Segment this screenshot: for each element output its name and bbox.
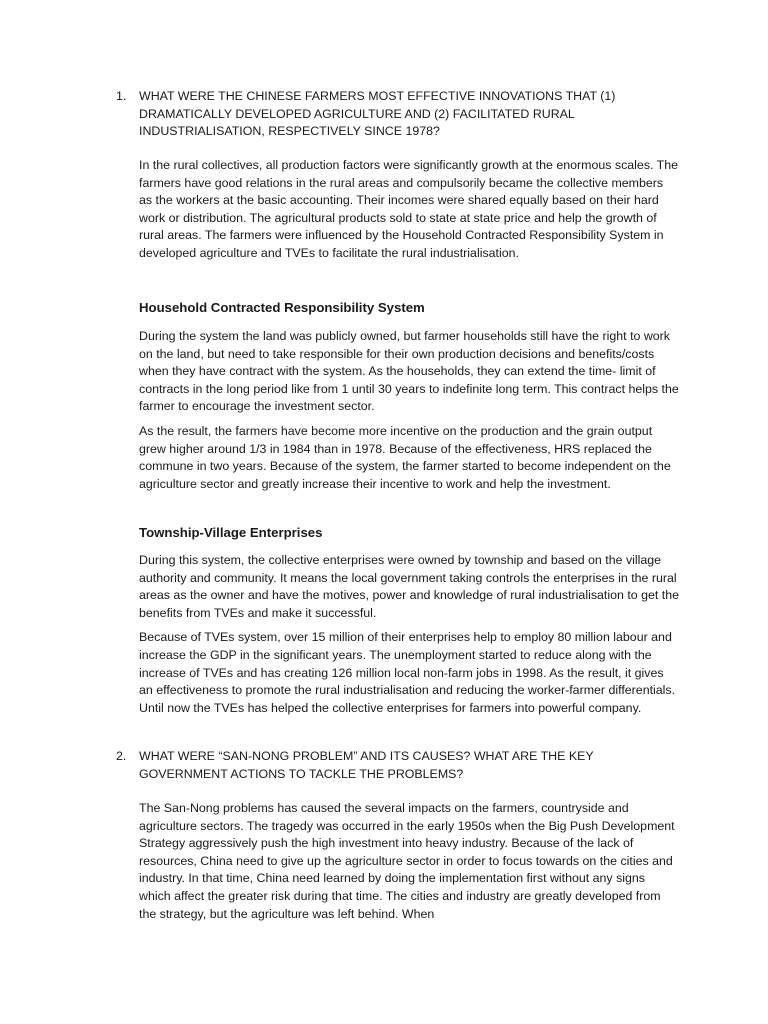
section-body (139, 552, 679, 724)
paragraph: In the rural collectives, all production factors were significantly growth at the enormous scales. The farmers have good relations in the rural areas and compulsorily became the collective members as the workers at the basic accounting. Their incomes were shared equally based on their hard work or distribution. The agricultural products sold to state at state price and help the growth of rural areas. The farmers were influenced by the Household Contracted Responsibility System in developed agriculture and TVEs to facilitate the rural industrialisation. (139, 158, 679, 260)
section-heading: Township-Village Enterprises (139, 525, 323, 540)
section-body (139, 328, 679, 500)
paragraph: As the result, the farmers have become more incentive on the production and the grain output grew higher around 1/3 in 1984 than in 1978. Because of the effectiveness, HRS replaced the commune in two years. Because of the system, the farmer started to become independent on the agriculture sector and greatly increase their incentive to work and help the investment. (139, 423, 671, 491)
question-2 (116, 748, 676, 784)
question-text: WHAT WERE “SAN-NONG PROBLEM” AND ITS CAUSES? WHAT ARE THE KEY GOVERNMENT ACTIONS TO TACKLE THE PROBLEMS? (139, 749, 594, 781)
question-1 (116, 88, 676, 142)
section-heading: Household Contracted Responsibility System (139, 300, 425, 315)
q2-paragraph (139, 800, 679, 930)
paragraph: During this system, the collective enterprises were owned by township and based on the village authority and community. It means the local government taking controls the enterprises in the rural areas as the owner and have the motives, power and knowledge of rural industrialisation to get the benefits from TVEs and make it successful. (139, 553, 680, 620)
paragraph: The San-Nong problems has caused the several impacts on the farmers, countryside and agriculture sectors. The tragedy was occurred in the early 1950s when the Big Push Development Strategy aggressively push the high investment into heavy industry. Because of the lack of resources, China need to give up the agriculture sector in order to focus towards on the cities and industry. In that time, China need learned by doing the implementation first without any signs which affect the greater risk during that time. The cities and industry are greatly developed from the strategy, but the agriculture was left behind. When (139, 801, 675, 921)
question-number: 1. (116, 89, 127, 103)
paragraph: During the system the land was publicly owned, but farmer households still have the right to work on the land, but need to take responsible for their own production decisions and benefits/costs when they have contract with the system. As the households, they can extend the time- limit of contracts in the long period like from 1 until 30 years to indefinite long term. This contract helps the farmer to encourage the investment sector. (139, 329, 679, 414)
question-number: 2. (116, 749, 127, 763)
intro-paragraph (139, 157, 679, 270)
question-text: WHAT WERE THE CHINESE FARMERS MOST EFFECTIVE INNOVATIONS THAT (1) DRAMATICALLY DEVELOPED AGRICULTURE AND (2) FACILITATED RURAL INDUSTRIALISATION, RESPECTIVELY SINCE 1978? (139, 89, 616, 139)
paragraph: Because of TVEs system, over 15 million of their enterprises help to employ 80 million labour and increase the GDP in the significant years. The unemployment started to reduce along with the increase of TVEs and has creating 126 million local non-farm jobs in 1998. As the result, it gives an effectiveness to promote the rural industrialisation and reducing the worker-farmer differentials. Until now the TVEs has helped the collective enterprises for farmers into powerful company. (139, 630, 676, 715)
